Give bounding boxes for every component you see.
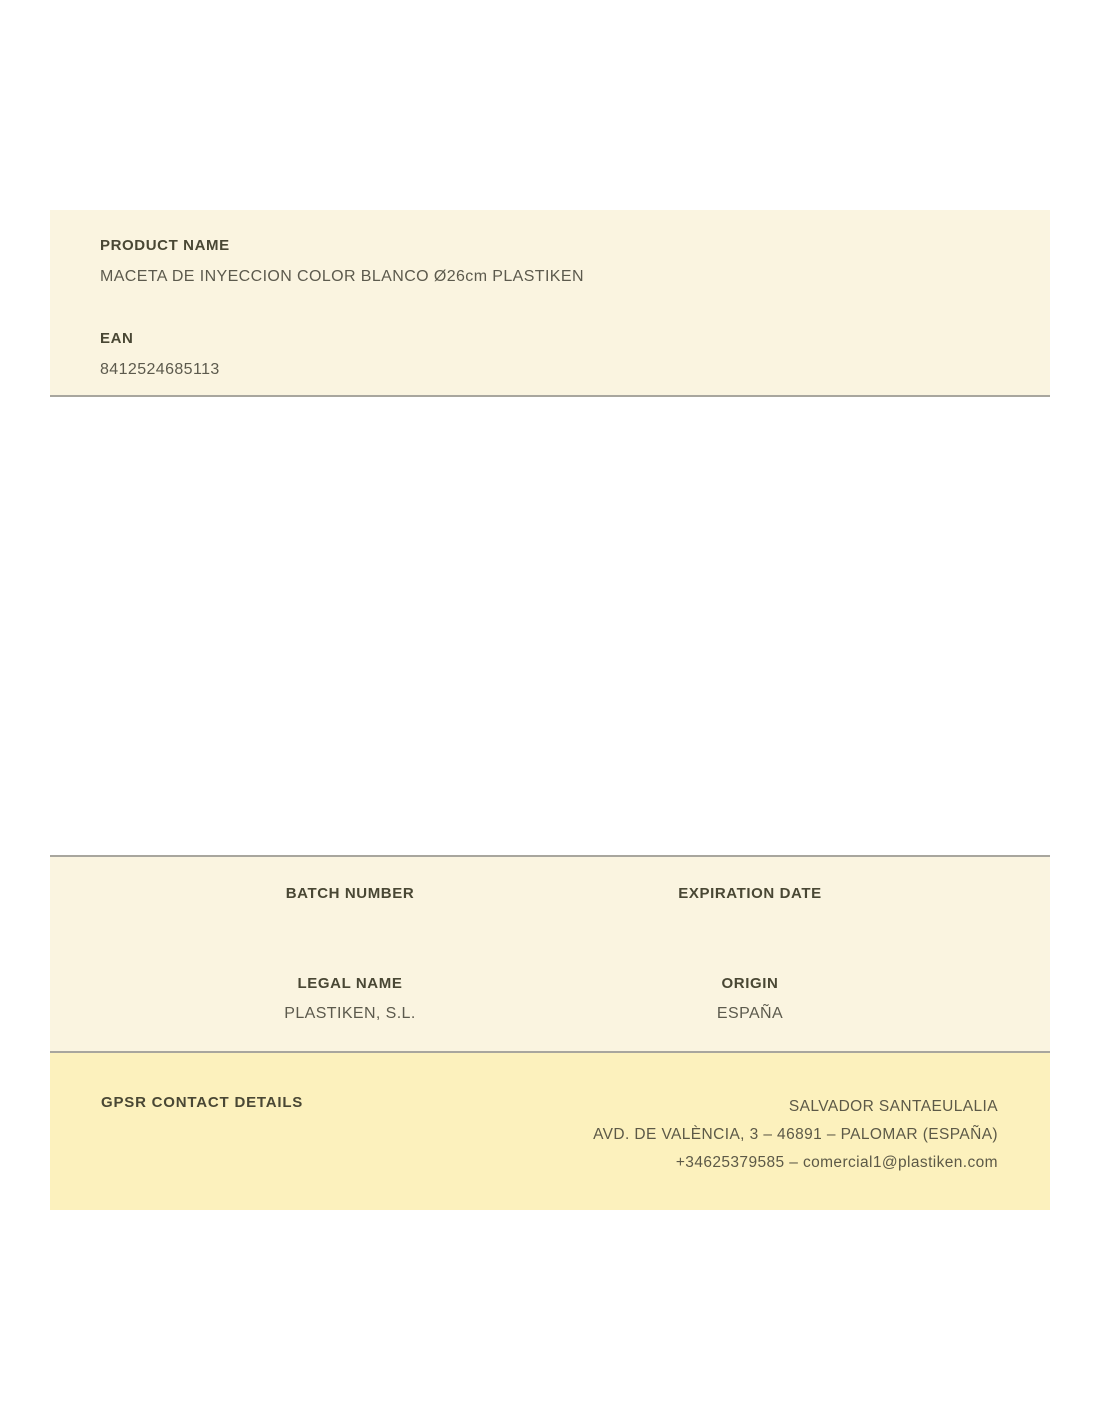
gpsr-contact-panel [50, 1053, 1050, 1210]
legal-name-value: PLASTIKEN, S.L. [284, 1005, 416, 1022]
batch-number-cell [150, 885, 550, 942]
product-info-panel [50, 210, 1050, 397]
expiration-date-label: EXPIRATION DATE [678, 885, 822, 902]
batch-number-label: BATCH NUMBER [285, 885, 415, 902]
product-name-field [100, 237, 1000, 286]
origin-label: ORIGIN [721, 975, 779, 992]
origin-value: ESPAÑA [716, 1005, 784, 1022]
ean-value: 8412524685113 [100, 361, 220, 378]
contact-name: SALVADOR SANTAEULALIA [788, 1098, 998, 1115]
product-name-label: PRODUCT NAME [100, 237, 230, 254]
contact-address: AVD. DE VALÈNCIA, 3 – 46891 – PALOMAR (ESPAÑA) [593, 1126, 998, 1143]
expiration-date-cell [550, 885, 950, 942]
batch-origin-panel [50, 855, 1050, 1053]
gpsr-contact-details-label: GPSR CONTACT DETAILS [101, 1094, 304, 1111]
details-grid [150, 885, 950, 1032]
gpsr-contact-block [593, 1093, 998, 1177]
batch-number-value [150, 914, 550, 942]
product-name-value: MACETA DE INYECCION COLOR BLANCO Ø26cm PLASTIKEN [100, 268, 584, 285]
ean-field [100, 330, 1000, 379]
legal-name-cell [150, 975, 550, 1032]
legal-name-label: LEGAL NAME [297, 975, 403, 992]
origin-cell [550, 975, 950, 1032]
expiration-date-value [550, 914, 950, 942]
ean-label: EAN [100, 330, 134, 347]
contact-phone-email: +34625379585 – comercial1@plastiken.com [675, 1154, 998, 1171]
